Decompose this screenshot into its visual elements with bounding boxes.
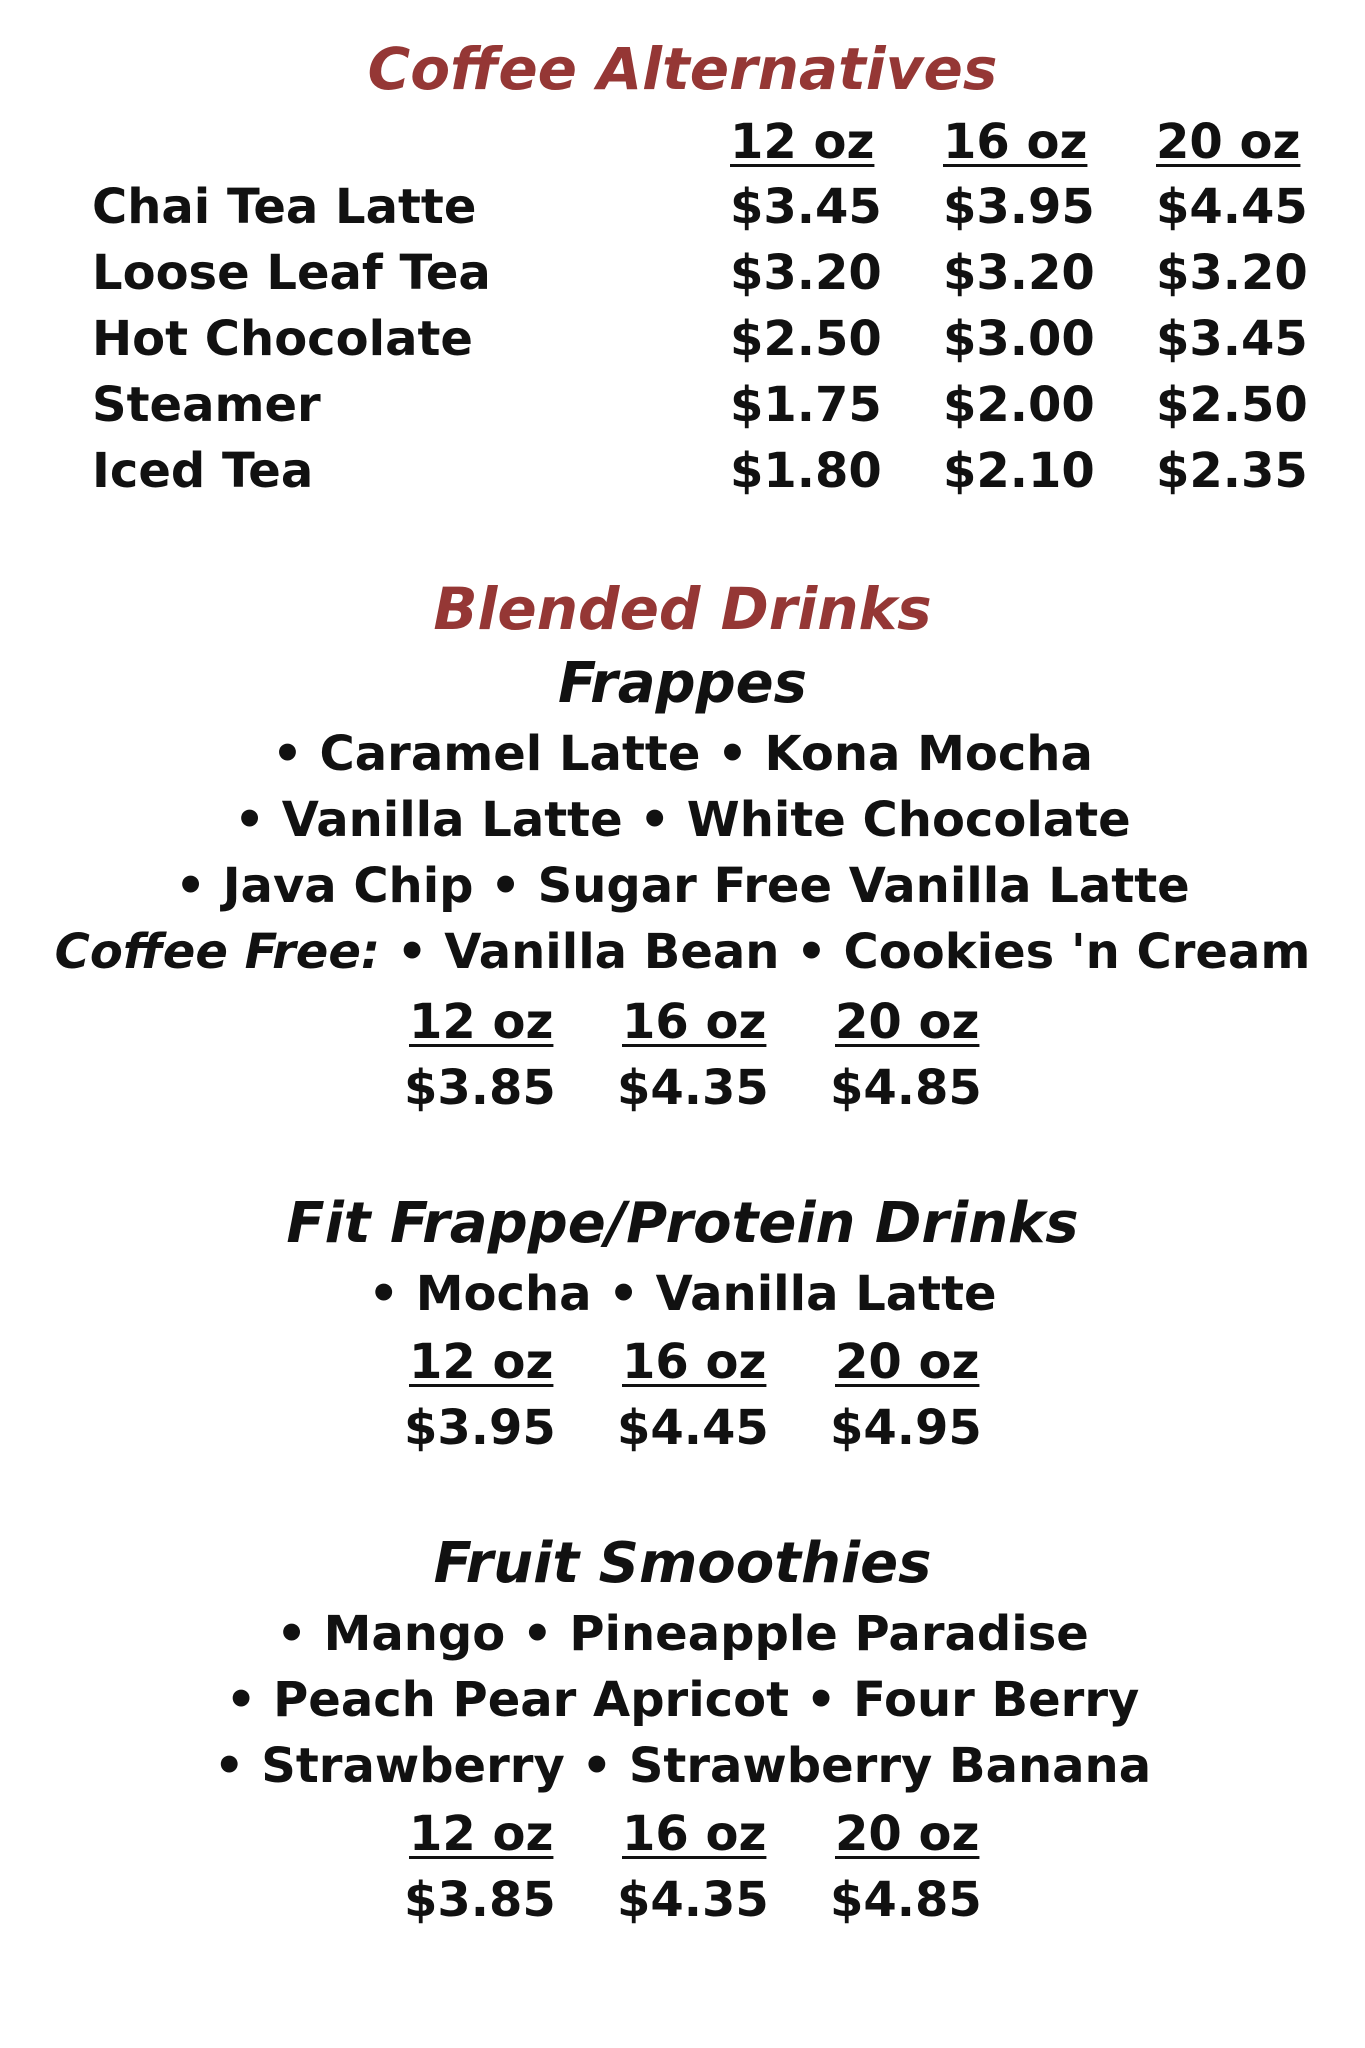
blended-drinks-title: Blended Drinks <box>433 575 932 643</box>
fit-frappe-size-16oz: 16 oz <box>622 1334 767 1390</box>
menu-item-price: $2.50 <box>730 311 882 367</box>
fit-frappe-price-20oz: $4.95 <box>830 1400 982 1456</box>
coffee-free-items: • Vanilla Bean • Cookies 'n Cream <box>380 924 1311 980</box>
fit-frappe-price-16oz: $4.45 <box>617 1400 769 1456</box>
menu-item-price: $2.10 <box>943 443 1095 499</box>
ca-size-12oz: 12 oz <box>730 114 875 170</box>
menu-item-name: Iced Tea <box>92 443 314 499</box>
coffee-free-label: Coffee Free: <box>54 924 381 980</box>
frappes-price-table <box>0 994 1365 1128</box>
fit-frappe-title: Fit Frappe/Protein Drinks <box>286 1191 1079 1256</box>
frappes-price-12oz: $3.85 <box>404 1060 556 1116</box>
menu-item-name: Steamer <box>92 377 321 433</box>
frappes-coffee-free-line <box>0 924 1365 980</box>
frappes-flavor-line: • Java Chip • Sugar Free Vanilla Latte <box>175 858 1190 914</box>
ca-size-20oz: 20 oz <box>1156 114 1301 170</box>
menu-item-name: Chai Tea Latte <box>92 179 477 235</box>
fruit-smoothies-title: Fruit Smoothies <box>433 1531 932 1596</box>
smoothies-flavor-line: • Peach Pear Apricot • Four Berry <box>225 1672 1140 1728</box>
menu-item-price: $3.20 <box>1156 245 1308 301</box>
fit-frappe-flavor-line: • Mocha • Vanilla Latte <box>368 1266 997 1322</box>
frappes-flavor-line: • Vanilla Latte • White Chocolate <box>234 792 1131 848</box>
menu-item-price: $3.20 <box>943 245 1095 301</box>
smoothies-flavor-line: • Strawberry • Strawberry Banana <box>213 1738 1152 1794</box>
frappes-size-20oz: 20 oz <box>835 994 980 1050</box>
menu-item-price: $3.45 <box>1156 311 1308 367</box>
smoothies-price-16oz: $4.35 <box>617 1872 769 1928</box>
frappes-flavor-line: • Caramel Latte • Kona Mocha <box>272 726 1093 782</box>
menu-item-price: $2.00 <box>943 377 1095 433</box>
frappes-price-20oz: $4.85 <box>830 1060 982 1116</box>
coffee-alternatives-title: Coffee Alternatives <box>367 35 998 103</box>
menu-item-price: $2.35 <box>1156 443 1308 499</box>
smoothies-size-16oz: 16 oz <box>622 1806 767 1862</box>
fit-frappe-price-12oz: $3.95 <box>404 1400 556 1456</box>
menu-item-price: $2.50 <box>1156 377 1308 433</box>
frappes-size-12oz: 12 oz <box>409 994 554 1050</box>
menu-item-price: $4.45 <box>1156 179 1308 235</box>
smoothies-size-20oz: 20 oz <box>835 1806 980 1862</box>
menu-item-price: $3.20 <box>730 245 882 301</box>
menu-item-price: $1.80 <box>730 443 882 499</box>
menu-item-price: $3.00 <box>943 311 1095 367</box>
smoothies-price-20oz: $4.85 <box>830 1872 982 1928</box>
smoothies-flavor-line: • Mango • Pineapple Paradise <box>276 1606 1089 1662</box>
fit-frappe-size-12oz: 12 oz <box>409 1334 554 1390</box>
frappes-size-16oz: 16 oz <box>622 994 767 1050</box>
fit-frappe-size-20oz: 20 oz <box>835 1334 980 1390</box>
frappes-title: Frappes <box>558 651 807 716</box>
menu-item-name: Loose Leaf Tea <box>92 245 491 301</box>
ca-size-16oz: 16 oz <box>943 114 1088 170</box>
menu-item-price: $3.45 <box>730 179 882 235</box>
smoothies-price-table <box>0 1806 1365 1940</box>
menu-item-price: $3.95 <box>943 179 1095 235</box>
smoothies-size-12oz: 12 oz <box>409 1806 554 1862</box>
menu-item-name: Hot Chocolate <box>92 311 473 367</box>
smoothies-price-12oz: $3.85 <box>404 1872 556 1928</box>
frappes-price-16oz: $4.35 <box>617 1060 769 1116</box>
fit-frappe-price-table <box>0 1334 1365 1468</box>
menu-item-price: $1.75 <box>730 377 882 433</box>
